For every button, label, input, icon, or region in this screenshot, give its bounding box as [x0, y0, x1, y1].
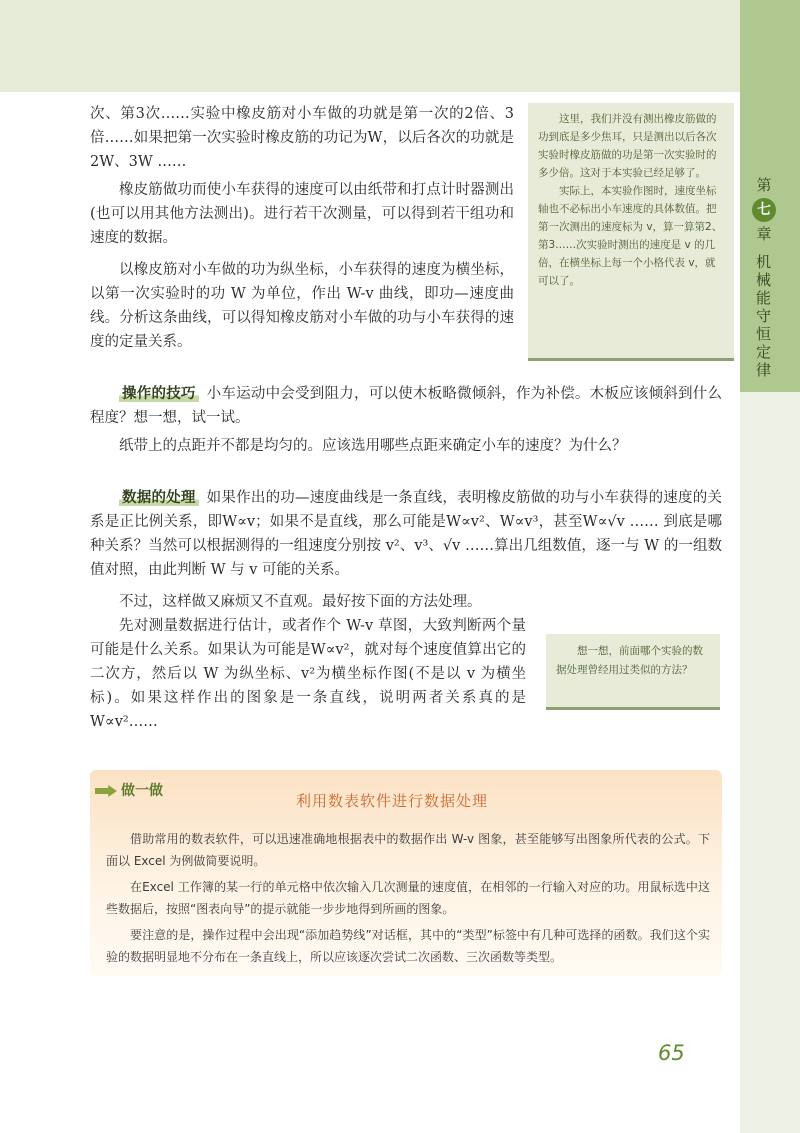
- chapter-prefix: 第: [756, 176, 772, 194]
- side-note-2: 想一想，前面哪个实验的数据处理曾经用过类似的方法？: [546, 634, 720, 710]
- chapter-number: 七: [752, 198, 776, 222]
- chapter-title: 机械能守恒定律: [754, 254, 772, 380]
- data-processing-paragraph: [90, 486, 722, 582]
- paragraph-4: 纸带上的点距并不都是均匀的。应该选用哪些点距来确定小车的速度？为什么？: [119, 438, 627, 454]
- activity-paragraph-2: 在Excel 工作簿的某一行的单元格中依次输入几次测量的速度值，在相邻的一行输入对应的功。用鼠标选中这些数据后，按照“图表向导”的提示就能一步步地得到所画的图象。: [106, 880, 710, 916]
- activity-tag-label: 做一做: [121, 783, 163, 799]
- paragraph-5: 不过，这样做又麻烦又不直观。最好按下面的方法处理。: [119, 594, 482, 610]
- page-number: 65: [658, 1041, 685, 1065]
- paragraph-2: 橡皮筋做功而使小车获得的速度可以由纸带和打点计时器测出(也可以用其他方法测出)。进行若干次测量，可以得到若干组功和速度的数据。: [90, 182, 514, 246]
- side-margin-strip: [740, 392, 800, 1133]
- side-note-1-para-1: 这里，我们并没有测出橡皮筋做的功到底是多少焦耳，只是测出以后各次实验时橡皮筋做的功是第一次实验时的多少倍。这对于本实验已经足够了。: [538, 113, 717, 179]
- activity-paragraph-1: 借助常用的数表软件，可以迅速准确地根据表中的数据作出 W-v 图象，甚至能够写出图象所代表的公式。下面以 Excel 为例做简要说明。: [106, 832, 710, 868]
- data-processing-body: 如果作出的功—速度曲线是一条直线，表明橡皮筋做的功与小车获得的速度的关系是正比例关系，即W∝v；如果不是直线，那么可能是W∝v²、W∝v³，甚至W∝√v …… 到底是哪种关系？当然可以根据测得的一组速度分别按 v²、v³、√v ……算出几组数值，逐一与 W 的一组数值对照，由此判断 W 与 v 可能的关系。: [90, 490, 722, 578]
- tips-heading: 操作的技巧: [119, 386, 199, 402]
- side-note-1: [528, 103, 734, 361]
- header-band: [0, 0, 740, 92]
- paragraph-3: 以橡皮筋对小车做的功为纵坐标，小车获得的速度为横坐标，以第一次实验时的功 W 为单位，作出 W-v 曲线，即功—速度曲线。分析这条曲线，可以得知橡皮筋对小车做的功与小车获得的速度的定量关系。: [90, 262, 514, 350]
- data-processing-heading: 数据的处理: [119, 490, 199, 506]
- chapter-label: [746, 176, 782, 244]
- tips-body: 小车运动中会受到阻力，可以使木板略微倾斜，作为补偿。木板应该倾斜到什么程度？想一想，试一试。: [90, 386, 722, 426]
- paragraph-1: 次、第3次……实验中橡皮筋对小车做的功就是第一次的2倍、3倍……如果把第一次实验时橡皮筋的功记为W，以后各次的功就是2W、3W ……: [90, 106, 514, 170]
- chapter-suffix: 章: [756, 225, 772, 243]
- activity-tag: [95, 780, 163, 800]
- activity-title: 利用数表软件进行数据处理: [296, 792, 489, 810]
- side-note-1-para-2: 实际上，本实验作图时，速度坐标轴也不必标出小车速度的具体数值。把第一次测出的速度标为 v，算一算第2、第3……次实验时测出的速度是 v 的几倍，在横坐标上每一个小格代表 v，就可以了。: [538, 185, 723, 287]
- tips-paragraph: [90, 382, 722, 430]
- paragraph-6: 先对测量数据进行估计，或者作个 W-v 草图，大致判断两个量可能是什么关系。如果认为可能是W∝v²，就对每个速度值算出它的二次方，然后以 W 为纵坐标、v²为横坐标作图(不是以 v 为横坐标)。如果这样作出的图象是一条直线，说明两者关系真的是W∝v²……: [90, 618, 526, 730]
- arrow-icon: [95, 785, 117, 797]
- activity-paragraph-3: 要注意的是，操作过程中会出现“添加趋势线”对话框，其中的“类型”标签中有几种可选择的函数。我们这个实验的数据明显地不分布在一条直线上，所以应该逐次尝试二次函数、三次函数等类型。: [106, 928, 710, 964]
